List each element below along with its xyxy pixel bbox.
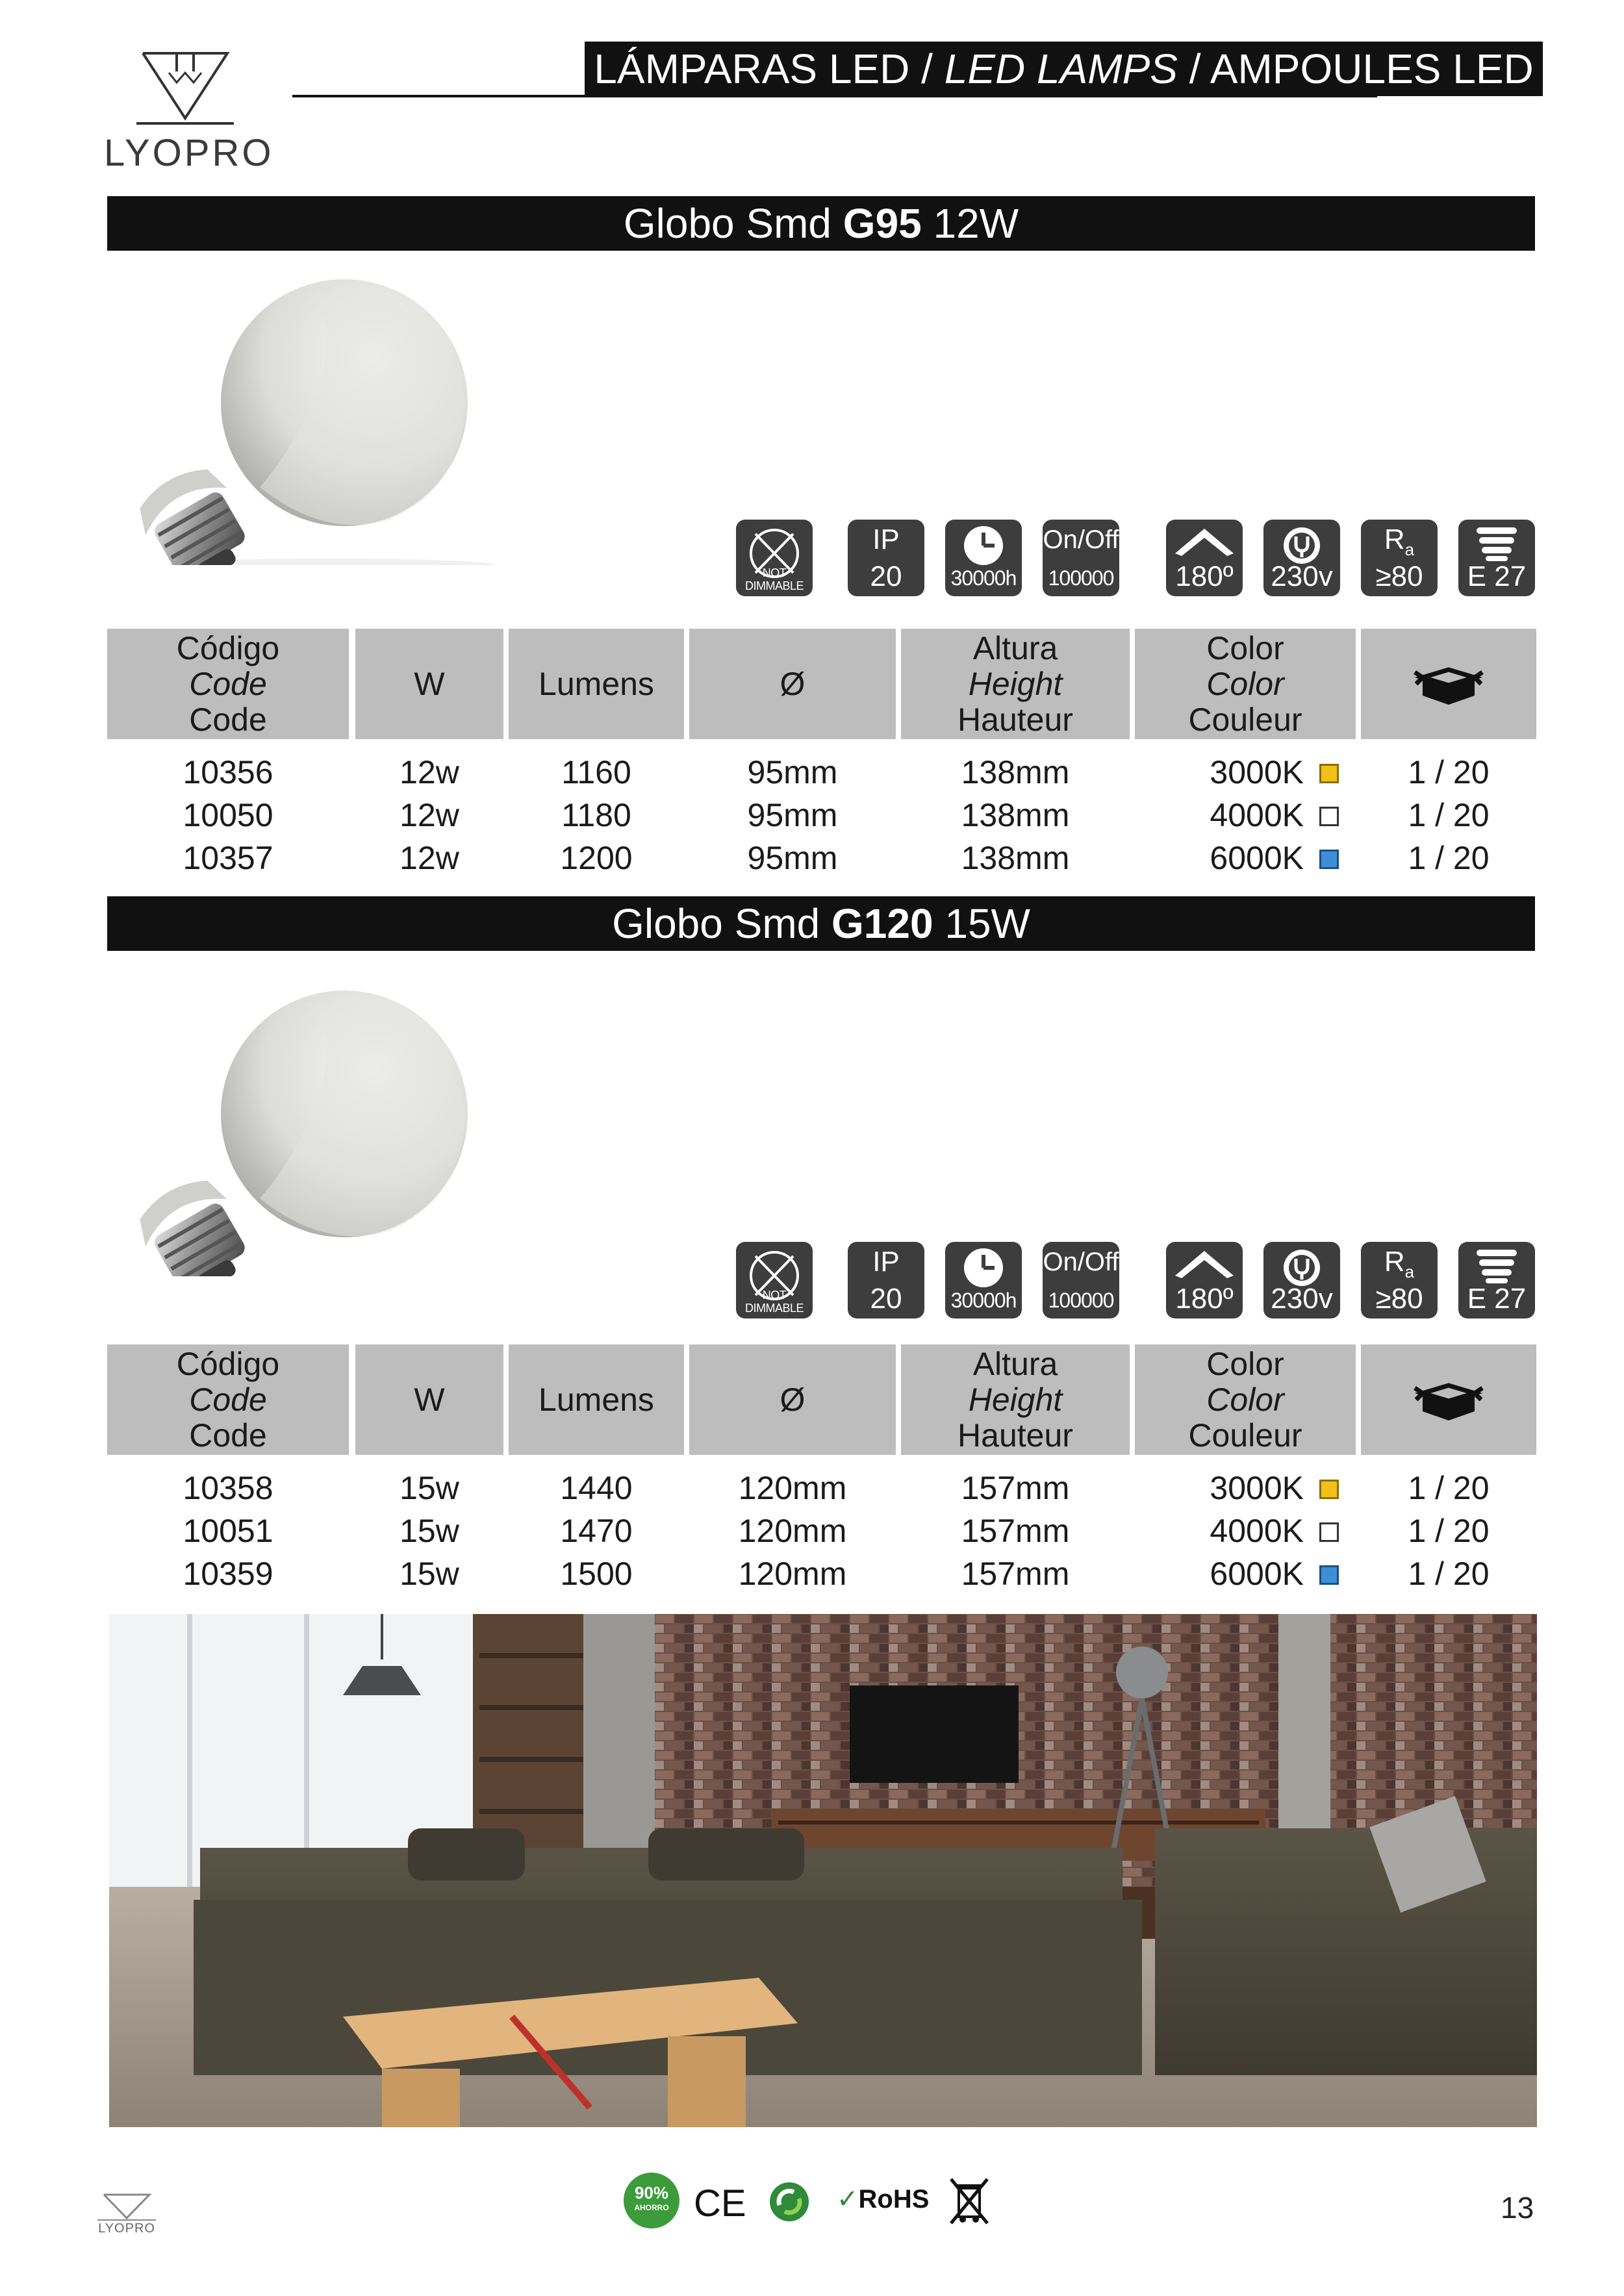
title-fr: / AMPOULES LED (1177, 45, 1534, 92)
socket-value: E 27 (1467, 561, 1527, 592)
page-number: 13 (1501, 2191, 1534, 2225)
cell-code: 10359 (183, 1556, 273, 1592)
box-icon (1410, 658, 1488, 710)
cell-code: 10356 (183, 754, 273, 790)
col-code (107, 1344, 349, 1455)
title-suffix: 12W (921, 200, 1019, 247)
section-title (107, 896, 1535, 951)
cell-color: 4000K (1210, 1513, 1304, 1549)
cell-color: 3000K (1210, 1470, 1304, 1506)
onoff-value: 100000 (1048, 566, 1114, 590)
cell-pack: 1 / 20 (1408, 797, 1490, 833)
not-dimmable-label: NOT DIMMABLE (744, 1289, 804, 1315)
cell-height: 157mm (961, 1513, 1070, 1549)
ra-letter: R (1384, 524, 1405, 555)
cell-pack: 1 / 20 (1408, 1556, 1490, 1592)
col-height (901, 629, 1130, 739)
certification-logos (624, 2173, 1000, 2231)
cell-height: 138mm (961, 797, 1070, 833)
cell-watts: 15w (400, 1556, 459, 1592)
cri-icon (1361, 520, 1438, 596)
color-swatch-cool (1319, 1565, 1339, 1585)
ra-sub: a (1404, 539, 1415, 559)
cell-watts: 12w (400, 840, 459, 876)
cell-lumens: 1500 (560, 1556, 633, 1592)
voltage-plug-icon (1263, 1242, 1340, 1318)
cell-lumens: 1440 (560, 1470, 633, 1506)
height-en: Height (968, 665, 1063, 702)
diameter-header: Ø (780, 665, 806, 702)
col-code (107, 629, 349, 739)
cell-code: 10051 (183, 1513, 273, 1549)
table-row (107, 1552, 1536, 1595)
code-en: Code (189, 1381, 267, 1418)
lyopro-logo-icon (136, 47, 234, 125)
color-en: Color (1206, 1381, 1284, 1418)
rohs-mark-icon (837, 2184, 929, 2214)
ip-label: IP (872, 1246, 900, 1278)
logo-text: LYOPRO (104, 132, 274, 174)
col-color (1135, 1344, 1356, 1455)
beam-angle-icon (1166, 1242, 1243, 1318)
saving-value: 90% (634, 2183, 669, 2202)
lifetime-clock-icon (945, 1242, 1022, 1318)
color-swatch-warm (1319, 1480, 1339, 1499)
ip-rating-icon (848, 520, 924, 596)
bulb-image (110, 990, 526, 1276)
table-row (107, 794, 1536, 837)
title-es: LÁMPARAS LED / (594, 45, 945, 92)
bulb-image (110, 279, 526, 565)
lifetime-clock-icon (945, 520, 1022, 596)
voltage-plug-icon (1263, 520, 1340, 596)
beam-angle-icon (1166, 520, 1243, 596)
title-prefix: Globo Smd (623, 200, 843, 247)
code-es: Código (176, 629, 280, 666)
cell-watts: 12w (400, 797, 459, 833)
cell-diameter: 95mm (747, 797, 838, 833)
table-row (107, 751, 1536, 794)
cell-code: 10358 (183, 1470, 273, 1506)
title-prefix: Globo Smd (612, 900, 831, 947)
code-es: Código (176, 1345, 280, 1382)
col-diameter (689, 629, 896, 739)
cell-pack: 1 / 20 (1408, 754, 1490, 790)
code-fr: Code (189, 701, 267, 738)
not-dimmable-label: NOT DIMMABLE (744, 566, 804, 592)
brand-logo (104, 47, 274, 174)
ra-letter: R (1384, 1246, 1405, 1278)
switching-cycles-icon (1043, 520, 1119, 596)
ra-value: ≥80 (1375, 1283, 1423, 1315)
ip-value: 20 (870, 561, 902, 592)
lumens-header: Lumens (539, 665, 654, 702)
color-swatch-cool (1319, 850, 1339, 869)
saving-label: AHORRO (634, 2203, 669, 2212)
onoff-label: On/Off (1043, 525, 1119, 554)
color-swatch-neutral (1319, 807, 1339, 826)
cell-diameter: 120mm (738, 1513, 847, 1549)
col-packaging (1361, 629, 1536, 739)
not-dimmable-icon (736, 1242, 813, 1318)
cell-height: 157mm (961, 1470, 1070, 1506)
ip-label: IP (872, 524, 900, 555)
switching-cycles-icon (1043, 1242, 1119, 1318)
cell-watts: 12w (400, 754, 459, 790)
cell-diameter: 95mm (747, 840, 838, 876)
cell-color: 4000K (1210, 797, 1304, 833)
energy-saving-badge-icon (624, 2173, 679, 2228)
box-icon (1410, 1374, 1488, 1426)
table-row (107, 1509, 1536, 1552)
cell-lumens: 1180 (561, 797, 631, 833)
cell-diameter: 95mm (747, 754, 838, 790)
angle-value: 180º (1175, 561, 1234, 592)
cell-height: 138mm (961, 754, 1070, 790)
cell-color: 3000K (1210, 754, 1304, 790)
col-watts (355, 1344, 503, 1455)
code-fr: Code (189, 1417, 267, 1454)
lumens-header: Lumens (539, 1381, 654, 1418)
table-row (107, 1467, 1536, 1509)
ra-sub: a (1404, 1261, 1415, 1281)
col-height (901, 1344, 1130, 1455)
col-watts (355, 629, 503, 739)
cell-pack: 1 / 20 (1408, 1470, 1490, 1506)
color-fr: Couleur (1188, 701, 1302, 738)
cell-watts: 15w (400, 1513, 459, 1549)
col-color (1135, 629, 1356, 739)
col-packaging (1361, 1344, 1536, 1455)
weee-bin-icon (948, 2176, 990, 2226)
col-lumens (509, 629, 684, 739)
cell-color: 6000K (1210, 840, 1304, 876)
cell-pack: 1 / 20 (1408, 840, 1490, 876)
table-row (107, 837, 1536, 879)
ip-value: 20 (870, 1283, 902, 1315)
cell-height: 157mm (961, 1556, 1070, 1592)
height-es: Altura (972, 1345, 1058, 1382)
not-dimmable-icon (736, 520, 813, 596)
ra-value: ≥80 (1375, 561, 1423, 592)
cell-lumens: 1200 (560, 840, 633, 876)
interior-photo (109, 1614, 1537, 2127)
cell-diameter: 120mm (738, 1470, 847, 1506)
color-swatch-warm (1319, 764, 1339, 783)
angle-value: 180º (1175, 1283, 1234, 1315)
color-es: Color (1206, 1345, 1284, 1382)
onoff-value: 100000 (1048, 1289, 1114, 1312)
height-es: Altura (972, 629, 1058, 666)
diameter-header: Ø (780, 1381, 806, 1418)
page-title (585, 42, 1543, 96)
watts-header: W (414, 665, 445, 702)
cell-color: 6000K (1210, 1556, 1304, 1592)
col-diameter (689, 1344, 896, 1455)
code-en: Code (189, 665, 267, 702)
title-en: LED LAMPS (944, 45, 1178, 92)
color-en: Color (1206, 665, 1284, 702)
socket-e27-icon (1458, 520, 1535, 596)
title-model: G95 (843, 200, 922, 247)
col-lumens (509, 1344, 684, 1455)
rohs-check-icon: ✓ (837, 2185, 859, 2214)
cell-watts: 15w (400, 1470, 459, 1506)
color-es: Color (1206, 629, 1284, 666)
color-fr: Couleur (1188, 1417, 1302, 1454)
height-fr: Hauteur (958, 701, 1073, 738)
footer-logo-icon (97, 2192, 156, 2221)
color-swatch-neutral (1319, 1522, 1339, 1542)
lifetime-value: 30000h (950, 566, 1017, 590)
watts-header: W (414, 1381, 445, 1418)
title-model: G120 (831, 900, 933, 947)
height-fr: Hauteur (958, 1417, 1073, 1454)
voltage-value: 230v (1271, 561, 1333, 592)
cell-pack: 1 / 20 (1408, 1513, 1490, 1549)
cell-lumens: 1160 (561, 754, 631, 790)
cell-code: 10050 (183, 797, 273, 833)
footer-logo-text: LYOPRO (98, 2221, 155, 2236)
socket-value: E 27 (1467, 1283, 1527, 1315)
onoff-label: On/Off (1043, 1248, 1119, 1276)
ip-rating-icon (848, 1242, 924, 1318)
socket-e27-icon (1458, 1242, 1535, 1318)
title-suffix: 15W (933, 900, 1030, 947)
voltage-value: 230v (1271, 1283, 1333, 1315)
height-en: Height (968, 1381, 1063, 1418)
lifetime-value: 30000h (950, 1289, 1017, 1312)
cri-icon (1361, 1242, 1438, 1318)
cell-height: 138mm (961, 840, 1070, 876)
cell-lumens: 1470 (560, 1513, 633, 1549)
recycle-icon (768, 2180, 811, 2223)
cell-code: 10357 (183, 840, 273, 876)
rohs-text: RoHS (858, 2185, 930, 2214)
ce-mark-icon: CE (694, 2182, 746, 2225)
cell-diameter: 120mm (738, 1556, 847, 1592)
section-title (107, 196, 1535, 251)
